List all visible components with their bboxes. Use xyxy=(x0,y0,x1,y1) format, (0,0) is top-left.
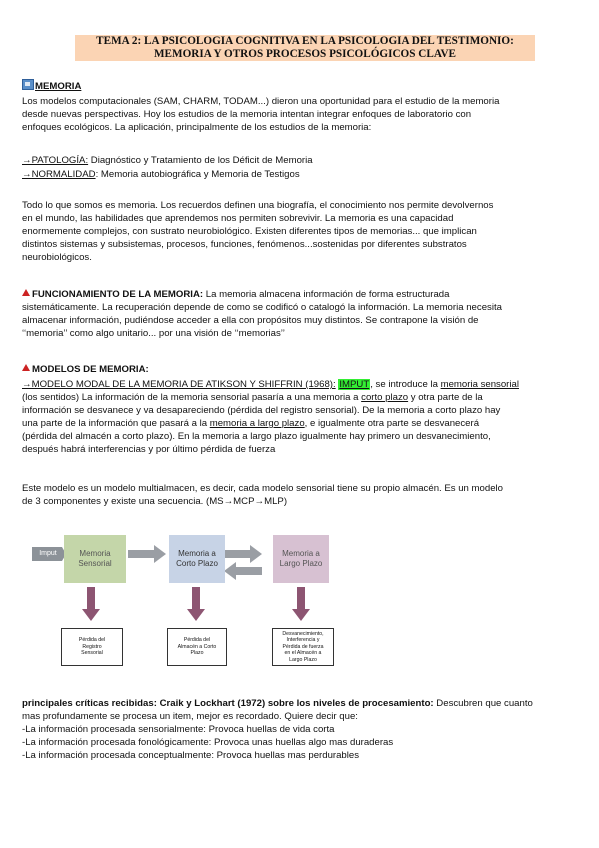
box-text: Pérdida de fuerza xyxy=(282,643,324,650)
box-text: Sensorial xyxy=(78,559,112,568)
modelos-paragraph-2 xyxy=(22,482,575,508)
text-line: desde nuevas perspectivas. Hoy los estudios de la memoria intentan integrar enfoques de laboratorio con xyxy=(22,109,472,120)
text-line: La memoria almacena información de forma estructurada xyxy=(203,289,450,300)
box-text: Memoria xyxy=(79,549,111,558)
perdida-largo-plazo-box xyxy=(272,628,334,666)
imput-highlight: IMPUT xyxy=(339,379,370,390)
box-text: Memoria a xyxy=(282,549,320,558)
box-text: Pérdida del xyxy=(78,637,106,644)
box-text: Largo Plazo xyxy=(279,559,323,568)
box-text: Largo Plazo xyxy=(289,656,317,663)
memoria-sensorial-box xyxy=(64,535,126,583)
criticas-section xyxy=(22,697,575,762)
text-span: memoria sensorial xyxy=(440,379,519,390)
normalidad-label: →NORMALIDAD xyxy=(22,169,96,180)
input-label: Imput xyxy=(39,550,57,557)
text-line: enfoques ecológicos. La aplicación, principalmente de los estudios de la memoria: xyxy=(22,122,372,133)
text-line: en el mundo, las habilidades que aprendemos nos permiten sobrevivir. La memoria es una capacidad xyxy=(22,213,454,224)
funcionamiento-heading: FUNCIONAMIENTO DE LA MEMORIA: xyxy=(32,289,204,300)
text-span: La información de la memoria sensorial pasaría a una memoria a xyxy=(79,392,362,403)
modelos-heading xyxy=(22,363,149,376)
box-text: en el Almacén a xyxy=(284,650,322,657)
text-line: después habrá interferencias y por último pérdida de fuerza xyxy=(22,444,276,455)
arrow-down-icon xyxy=(187,587,205,621)
memoria-paragraph-2 xyxy=(22,199,575,264)
list-item: -La información procesada conceptualmente: Provoca huellas mas perdurables xyxy=(22,750,360,761)
arrow-down-icon xyxy=(82,587,100,621)
list-item: -La información procesada fonológicamente: Provoca unas huellas algo mas duraderas xyxy=(22,737,394,748)
memoria-corto-plazo-box xyxy=(169,535,225,583)
title-line-1: TEMA 2: LA PSICOLOGIA COGNITIVA EN LA PSICOLOGIA DEL TESTIMONIO: xyxy=(96,35,514,47)
list-item: -La información procesada sensorialmente: Provoca huellas de vida corta xyxy=(22,724,335,735)
text-span: (los sentidos) xyxy=(22,392,80,403)
modelos-heading-text: MODELOS DE MEMORIA: xyxy=(32,364,149,375)
text-line: ‘‘memoria’’ como algo unitario... por una visión de ‘‘memorias’’ xyxy=(22,328,285,339)
memoria-largo-plazo-box xyxy=(273,535,329,583)
text-span: memoria a largo plazo xyxy=(209,418,305,429)
text-line: Todo lo que somos es memoria. Los recuerdos definen una biografía, el conocimiento nos permite devolvernos xyxy=(22,200,494,211)
text-line: distintos sistemas y subsistemas, procesos, funciones, fenómenos...sostenidas por diferentes substratos xyxy=(22,239,467,250)
box-text: Corto Plazo xyxy=(176,559,218,568)
arrow-right-icon xyxy=(224,545,262,563)
memoria-heading xyxy=(22,79,81,93)
text-span: una parte de la información que pasará a la xyxy=(22,418,210,429)
box-text: Almacén a Corto xyxy=(177,643,217,650)
text-line: Este modelo es un modelo multialmacen, es decir, cada modelo sensorial tiene su propio almacén. Es un modelo xyxy=(22,483,504,494)
arrow-right-icon xyxy=(128,545,166,563)
model-name: →MODELO MODAL DE LA MEMORIA DE ATIKSON Y SHIFFRIN (1968): xyxy=(22,379,336,390)
text-span: Descubren que cuanto xyxy=(433,698,533,709)
funcionamiento-section xyxy=(22,288,575,340)
box-text: Memoria a xyxy=(178,549,216,558)
normalidad-line xyxy=(22,168,300,181)
normalidad-text: : Memoria autobiográfica y Memoria de Testigos xyxy=(95,169,300,180)
image-icon xyxy=(22,79,34,90)
box-text: Desvanecimiento, xyxy=(282,630,324,637)
box-text: Sensorial xyxy=(81,650,103,657)
text-line: información se desvanece y va desapareciendo (pérdida del registro sensorial). De la memoria a corto plazo hay xyxy=(22,405,501,416)
modelos-paragraph xyxy=(22,378,575,456)
text-span: corto plazo xyxy=(361,392,409,403)
text-span: , e igualmente otra parte se desvanecerá xyxy=(304,418,480,429)
arrow-down-icon xyxy=(292,587,310,621)
text-line: mas profundamente se procesa un item, mejor es recordado. Quiere decir que: xyxy=(22,711,358,722)
text-line: (pérdida del almacén a corto plazo). En la memoria a largo plazo igualmente hay primero un desvanecimiento, xyxy=(22,431,491,442)
patologia-text: Diagnóstico y Tratamiento de los Déficit de Memoria xyxy=(88,155,313,166)
perdida-corto-plazo-box xyxy=(167,628,227,666)
box-text: Registro xyxy=(82,643,102,650)
warning-triangle-icon xyxy=(22,364,30,371)
text-span: , se introduce la xyxy=(370,379,441,390)
box-text: Interferencia y xyxy=(286,637,320,644)
memory-model-diagram xyxy=(28,530,348,670)
patologia-line xyxy=(22,154,313,167)
patologia-label: →PATOLOGÍA: xyxy=(22,155,89,166)
memoria-heading-text: MEMORIA xyxy=(35,81,82,92)
perdida-registro-sensorial-box xyxy=(61,628,123,666)
criticas-heading: principales críticas recibidas: Craik y Lockhart (1972) sobre los niveles de procesamiento: xyxy=(22,698,434,709)
text-line: enormemente complejos, con sustrato neurobiológico. Existen diferentes tipos de memorias... que implican xyxy=(22,226,477,237)
arrow-left-icon xyxy=(224,562,262,580)
text-line: neurobiológicos. xyxy=(22,252,92,263)
text-span: y otra parte de la xyxy=(408,392,483,403)
box-text: Pérdida del xyxy=(183,637,211,644)
title-line-2: MEMORIA Y OTROS PROCESOS PSICOLÓGICOS CLAVE xyxy=(153,47,456,60)
page-title xyxy=(75,35,535,61)
memoria-paragraph-1 xyxy=(22,95,575,134)
text-line: sistemáticamente. La recuperación depende de como se codificó o catalogó la información. La memoria necesita xyxy=(22,302,502,313)
text-line: de 3 componentes y existe una secuencia. (MS→MCP→MLP) xyxy=(22,496,288,507)
warning-triangle-icon xyxy=(22,289,30,296)
text-line: almacenar información, pudiéndose acceder a ella con propósitos muy distintos. Se contrapone la visión de xyxy=(22,315,479,326)
text-line: Los modelos computacionales (SAM, CHARM, TODAM...) dieron una oportunidad para el estudio de la memoria xyxy=(22,96,500,107)
box-text: Plazo xyxy=(190,650,204,657)
